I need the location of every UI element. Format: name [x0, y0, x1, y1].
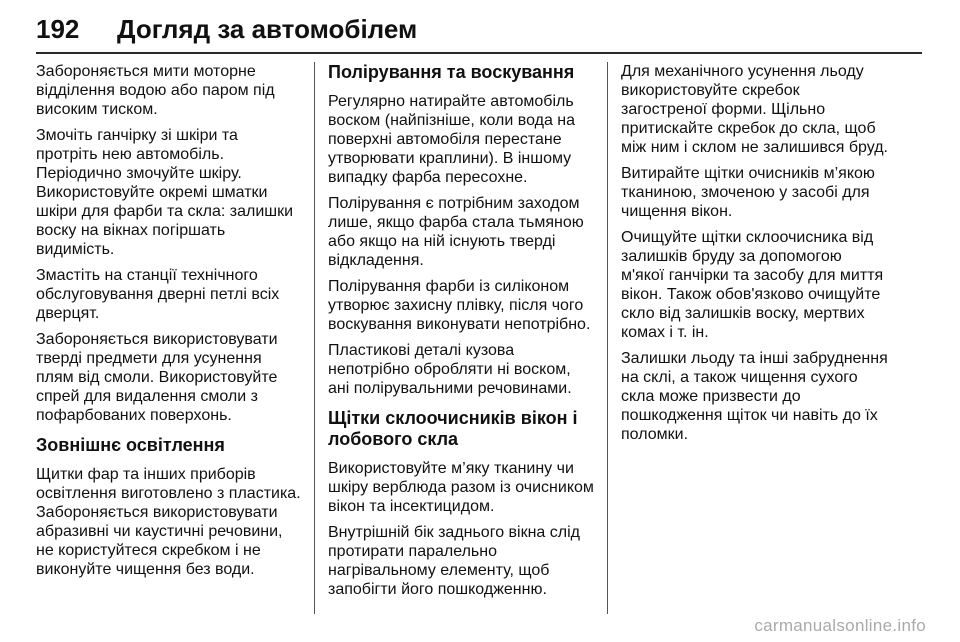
heading-polishing-waxing: Полірування та воскування [328, 62, 575, 82]
paragraph-soft-cloth: Використовуйте м’яку тканину чи шкіру верблюда разом із очисником вікон та інсектицидом. [328, 460, 594, 515]
paragraph-plastic-parts: Пластикові деталі кузова непотрібно обробляти ні воском, ані полірувальними речовинами. [328, 342, 572, 397]
column-3 [621, 62, 926, 451]
watermark: carmanualsonline.info [754, 616, 926, 635]
paragraph-ice-residue: Залишки льоду та інші забруднення на склі, а також чищення сухого скла може призвести до пошкодження щіток чи навіть до їх поломки. [621, 350, 888, 443]
paragraph-waxing: Регулярно натирайте автомобіль воском (найпізніше, коли вода на поверхні автомобіля перестане утворювати краплини). В іншому випадку фарба пересохне. [328, 93, 576, 186]
column-divider-1 [314, 62, 315, 614]
column-1 [36, 62, 308, 586]
paragraph-door-hinges: Змастіть на станції технічного обслуговування дверні петлі всіх дверцят. [36, 267, 280, 322]
page-number: 192 [36, 14, 80, 44]
paragraph-light-covers: Щитки фар та інших приборів освітлення виготовлено з пластика. Забороняється використовувати абразивні чи каустичні речовини, не користуйтеся скребком і не виконуйте чищення без води. [36, 466, 301, 578]
paragraph-wipe-blades: Витирайте щітки очисників м’якою тканиною, змоченою у засобі для чищення вікон. [621, 165, 875, 220]
column-divider-2 [607, 62, 608, 614]
header-rule [36, 52, 922, 54]
paragraph-ice-scraper: Для механічного усунення льоду використовуйте скребок загостреної форми. Щільно притискайте скребок до скла, щоб між ним і склом не залишився бруд. [621, 63, 888, 156]
paragraph-polishing-needed: Полірування є потрібним заходом лише, якщо фарба стала тьмяною або якщо на ній існують тверді відкладення. [328, 195, 584, 269]
paragraph-engine-washing: Забороняється мити моторне відділення водою або паром під високим тиском. [36, 63, 275, 118]
paragraph-tar-spots: Забороняється використовувати тверді предмети для усунення плям від смоли. Використовуйте спрей для видалення смоли з пофарбованих поверхонь. [36, 331, 278, 424]
column-2 [328, 62, 603, 606]
page-title: Догляд за автомобілем [117, 14, 418, 44]
paragraph-clean-blades: Очищуйте щітки склоочисника від залишків бруду за допомогою м'якої ганчірки та засобу для миття вікон. Також обов'язково очищуйте скло від залишків воску, мертвих комах і т. ін. [621, 229, 884, 341]
paragraph-rear-window: Внутрішній бік заднього вікна слід протирати паралельно нагрівальному елементу, щоб запобігти його пошкодженню. [328, 524, 580, 598]
heading-exterior-lights: Зовнішнє освітлення [36, 435, 225, 455]
heading-wiper-blades: Щітки склоочисників вікон і лобового скла [328, 408, 578, 449]
paragraph-chamois: Змочіть ганчірку зі шкіри та протріть нею автомобіль. Періодично змочуйте шкіру. Використовуйте окремі шматки шкіри для фарби та скла: залишки воску на вікнах погіршать видимість. [36, 127, 294, 258]
paragraph-silicone: Полірування фарби із силіконом утворює захисну плівку, після чого воскування виконувати непотрібно. [328, 278, 591, 333]
